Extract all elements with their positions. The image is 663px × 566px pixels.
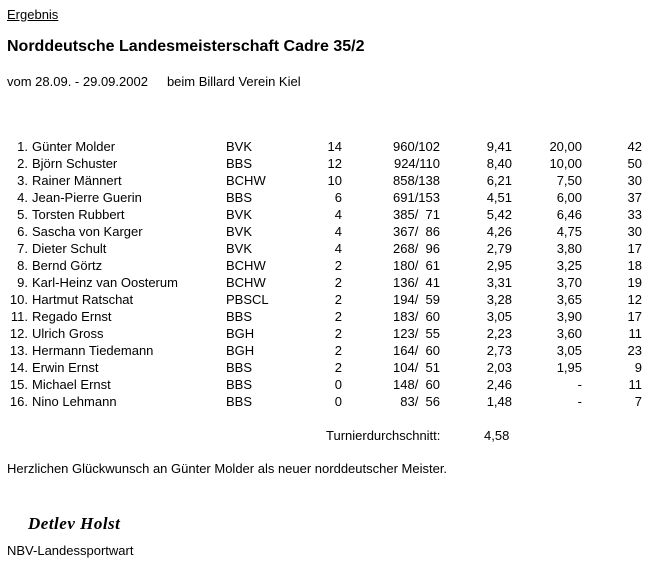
average-cell: 2,03 xyxy=(486,360,512,375)
score-cell: 367/ 86 xyxy=(393,224,440,239)
high-series-cell: 33 xyxy=(627,207,642,222)
high-series-cell: 42 xyxy=(627,139,642,154)
player-name-cell: Sascha von Karger xyxy=(32,224,143,239)
club-cell: BGH xyxy=(226,326,255,341)
player-name-cell: Jean-Pierre Guerin xyxy=(32,190,142,205)
club-cell: BBS xyxy=(226,394,253,409)
points-cell: 2 xyxy=(334,292,342,307)
club-cell: BVK xyxy=(226,207,253,222)
high-series-cell: 50 xyxy=(627,156,642,171)
table-row xyxy=(0,325,663,342)
score-cell: 136/ 41 xyxy=(393,275,440,290)
average-cell: 4,51 xyxy=(486,190,512,205)
player-name-cell: Günter Molder xyxy=(32,139,116,154)
table-row xyxy=(0,138,663,155)
points-cell: 4 xyxy=(334,224,342,239)
tournament-average-value: 4,58 xyxy=(484,428,510,443)
average-cell: 2,95 xyxy=(486,258,512,273)
table-row xyxy=(0,393,663,410)
player-name-cell: Björn Schuster xyxy=(32,156,118,171)
player-name-cell: Regado Ernst xyxy=(32,309,112,324)
high-series-cell: 19 xyxy=(627,275,642,290)
high-series-cell: 37 xyxy=(627,190,642,205)
club-cell: BBS xyxy=(226,377,253,392)
player-name-cell: Rainer Männert xyxy=(32,173,122,188)
average-cell: 5,42 xyxy=(486,207,512,222)
rank-cell: 3. xyxy=(17,173,28,188)
points-cell: 12 xyxy=(327,156,342,171)
rank-cell: 15. xyxy=(9,377,28,392)
best-average-cell: 10,00 xyxy=(549,156,582,171)
best-average-cell: - xyxy=(577,377,582,392)
document-heading: Ergebnis xyxy=(7,7,59,22)
score-cell: 83/ 56 xyxy=(400,394,440,409)
high-series-cell: 17 xyxy=(627,241,642,256)
player-name-cell: Nino Lehmann xyxy=(32,394,117,409)
club-cell: PBSCL xyxy=(226,292,269,307)
player-name-cell: Bernd Görtz xyxy=(32,258,103,273)
player-name-cell: Karl-Heinz van Oosterum xyxy=(32,275,178,290)
table-row xyxy=(0,223,663,240)
club-cell: BBS xyxy=(226,360,253,375)
average-cell: 2,46 xyxy=(486,377,512,392)
points-cell: 6 xyxy=(334,190,342,205)
table-row xyxy=(0,274,663,291)
player-name-cell: Hermann Tiedemann xyxy=(32,343,154,358)
rank-cell: 9. xyxy=(17,275,28,290)
club-cell: BBS xyxy=(226,190,253,205)
player-name-cell: Ulrich Gross xyxy=(32,326,104,341)
rank-cell: 10. xyxy=(9,292,28,307)
results-table xyxy=(0,138,663,410)
rank-cell: 14. xyxy=(9,360,28,375)
high-series-cell: 12 xyxy=(627,292,642,307)
rank-cell: 13. xyxy=(9,343,28,358)
score-cell: 691/153 xyxy=(393,190,440,205)
event-date: vom 28.09. - 29.09.2002 xyxy=(7,74,148,89)
high-series-cell: 23 xyxy=(627,343,642,358)
high-series-cell: 11 xyxy=(628,326,642,341)
high-series-cell: 17 xyxy=(627,309,642,324)
average-cell: 2,23 xyxy=(486,326,512,341)
points-cell: 14 xyxy=(327,139,342,154)
best-average-cell: 3,65 xyxy=(556,292,582,307)
average-cell: 9,41 xyxy=(486,139,512,154)
points-cell: 10 xyxy=(327,173,342,188)
score-cell: 164/ 60 xyxy=(393,343,440,358)
signer-role: NBV-Landessportwart xyxy=(7,543,134,558)
club-cell: BBS xyxy=(226,309,253,324)
average-cell: 2,79 xyxy=(486,241,512,256)
points-cell: 2 xyxy=(334,360,342,375)
points-cell: 4 xyxy=(334,241,342,256)
table-row xyxy=(0,240,663,257)
average-cell: 4,26 xyxy=(486,224,512,239)
score-cell: 924/110 xyxy=(393,156,440,171)
best-average-cell: 4,75 xyxy=(556,224,582,239)
player-name-cell: Michael Ernst xyxy=(32,377,111,392)
average-cell: 3,31 xyxy=(486,275,512,290)
player-name-cell: Torsten Rubbert xyxy=(32,207,125,222)
club-cell: BCHW xyxy=(226,275,266,290)
player-name-cell: Hartmut Ratschat xyxy=(32,292,134,307)
table-row xyxy=(0,172,663,189)
event-venue: beim Billard Verein Kiel xyxy=(166,74,301,89)
score-cell: 148/ 60 xyxy=(393,377,440,392)
average-cell: 1,48 xyxy=(486,394,512,409)
points-cell: 2 xyxy=(334,258,342,273)
average-cell: 6,21 xyxy=(486,173,512,188)
score-cell: 385/ 71 xyxy=(393,207,440,222)
rank-cell: 1. xyxy=(17,139,28,154)
tournament-average-label: Turnierdurchschnitt: xyxy=(326,428,441,443)
best-average-cell: 6,00 xyxy=(556,190,582,205)
rank-cell: 16. xyxy=(9,394,28,409)
rank-cell: 5. xyxy=(17,207,28,222)
rank-cell: 4. xyxy=(17,190,28,205)
club-cell: BBS xyxy=(226,156,253,171)
points-cell: 4 xyxy=(334,207,342,222)
average-cell: 3,05 xyxy=(486,309,512,324)
score-cell: 858/138 xyxy=(393,173,440,188)
best-average-cell: 3,70 xyxy=(556,275,582,290)
rank-cell: 8. xyxy=(17,258,28,273)
score-cell: 268/ 96 xyxy=(393,241,440,256)
rank-cell: 12. xyxy=(9,326,28,341)
high-series-cell: 11 xyxy=(628,377,642,392)
event-dateline xyxy=(7,74,301,89)
club-cell: BVK xyxy=(226,224,253,239)
best-average-cell: 20,00 xyxy=(549,139,582,154)
player-name-cell: Erwin Ernst xyxy=(32,360,99,375)
club-cell: BVK xyxy=(226,241,253,256)
table-row xyxy=(0,308,663,325)
best-average-cell: 3,90 xyxy=(556,309,582,324)
table-row xyxy=(0,155,663,172)
score-cell: 960/102 xyxy=(393,139,440,154)
high-series-cell: 30 xyxy=(627,173,642,188)
club-cell: BCHW xyxy=(226,258,266,273)
points-cell: 2 xyxy=(334,343,342,358)
table-row xyxy=(0,359,663,376)
rank-cell: 11. xyxy=(10,309,28,324)
club-cell: BCHW xyxy=(226,173,266,188)
document-title: Norddeutsche Landesmeisterschaft Cadre 35/2 xyxy=(7,38,365,55)
high-series-cell: 7 xyxy=(634,394,642,409)
points-cell: 2 xyxy=(334,309,342,324)
congratulations-text: Herzlichen Glückwunsch an Günter Molder als neuer norddeutscher Meister. xyxy=(7,461,448,476)
high-series-cell: 30 xyxy=(627,224,642,239)
best-average-cell: 3,60 xyxy=(556,326,582,341)
rank-cell: 7. xyxy=(17,241,28,256)
club-cell: BGH xyxy=(226,343,255,358)
table-row xyxy=(0,206,663,223)
best-average-cell: 7,50 xyxy=(556,173,582,188)
club-cell: BVK xyxy=(226,139,253,154)
high-series-cell: 18 xyxy=(627,258,642,273)
best-average-cell: - xyxy=(577,394,582,409)
average-cell: 3,28 xyxy=(486,292,512,307)
rank-cell: 2. xyxy=(17,156,28,171)
high-series-cell: 9 xyxy=(634,360,642,375)
signature: Detlev Holst xyxy=(28,514,121,533)
best-average-cell: 3,05 xyxy=(556,343,582,358)
table-row xyxy=(0,342,663,359)
score-cell: 104/ 51 xyxy=(393,360,440,375)
points-cell: 2 xyxy=(334,326,342,341)
average-cell: 8,40 xyxy=(486,156,512,171)
average-cell: 2,73 xyxy=(486,343,512,358)
best-average-cell: 3,80 xyxy=(556,241,582,256)
rank-cell: 6. xyxy=(17,224,28,239)
score-cell: 180/ 61 xyxy=(393,258,440,273)
table-row xyxy=(0,257,663,274)
player-name-cell: Dieter Schult xyxy=(32,241,107,256)
table-row xyxy=(0,189,663,206)
table-row xyxy=(0,376,663,393)
best-average-cell: 3,25 xyxy=(556,258,582,273)
points-cell: 0 xyxy=(334,377,342,392)
score-cell: 123/ 55 xyxy=(393,326,440,341)
points-cell: 0 xyxy=(334,394,342,409)
score-cell: 194/ 59 xyxy=(393,292,440,307)
points-cell: 2 xyxy=(334,275,342,290)
score-cell: 183/ 60 xyxy=(393,309,440,324)
best-average-cell: 6,46 xyxy=(556,207,582,222)
best-average-cell: 1,95 xyxy=(556,360,582,375)
table-row xyxy=(0,291,663,308)
